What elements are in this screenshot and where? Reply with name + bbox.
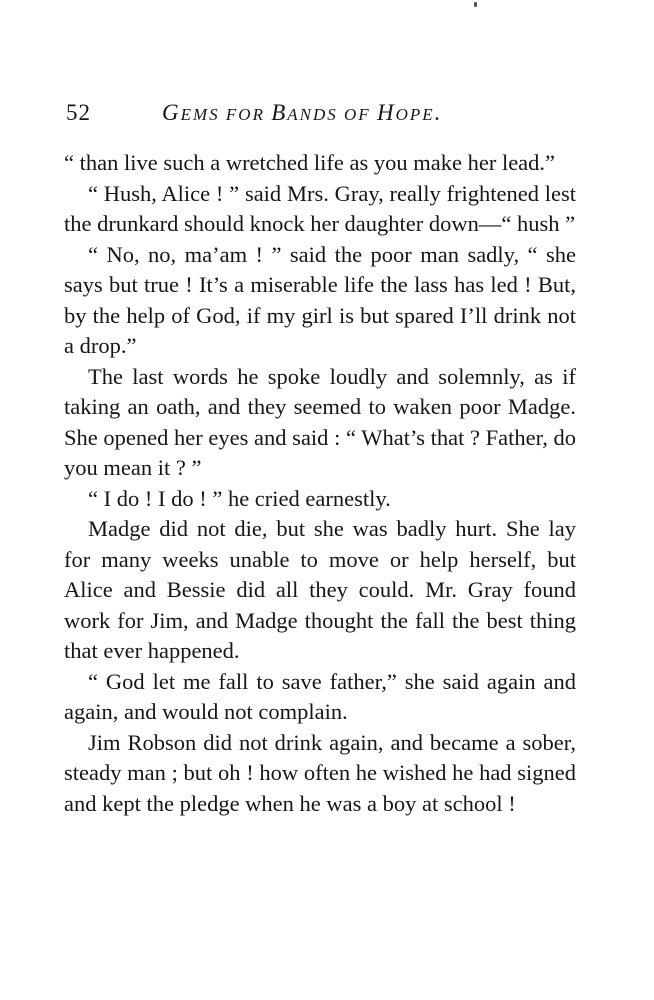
paragraph: “ God let me fall to save father,” she said again and again, and would not complain. xyxy=(64,668,576,724)
running-title-smallcaps: OPE xyxy=(395,105,435,124)
running-title-period: . xyxy=(434,100,443,125)
paragraph: Madge did not die, but she was badly hurt. She lay for many weeks unable to move or help herself, but Alice and Bessie did all they could. Mr. Gray found work for Jim, and Madge thought the fall the best thing that ever happened. xyxy=(64,516,576,663)
running-title-initial: H xyxy=(376,100,396,125)
print-speck xyxy=(474,2,477,7)
paragraph: The last words he spoke loudly and solemnly, as if taking an oath, and they seemed to waken poor Madge. She opened her eyes and said : “ What’s that ? Father, do you mean it ? ” xyxy=(64,363,576,480)
page-number: 52 xyxy=(66,100,91,125)
paragraph: Jim Robson did not drink again, and became a sober, steady man ; but oh ! how often he wished he had signed and kept the pledge when he was a boy at school ! xyxy=(64,729,576,816)
paragraph: “ Hush, Alice ! ” said Mrs. Gray, really frightened lest the drunkard should knock her daughter down—“ hush ” xyxy=(64,180,576,236)
paragraph: “ than live such a wretched life as you make her lead.” xyxy=(64,150,556,175)
body-text xyxy=(64,148,576,819)
running-title xyxy=(162,100,442,126)
running-title-initial: G xyxy=(162,100,181,125)
paragraph: “ I do ! I do ! ” he cried earnestly. xyxy=(88,485,391,511)
running-title-smallcaps: ANDS OF xyxy=(287,105,377,124)
page-header xyxy=(66,100,586,134)
running-title-initial: B xyxy=(271,100,288,125)
running-title-smallcaps: EMS FOR xyxy=(180,105,272,124)
paragraph: “ No, no, ma’am ! ” said the poor man sadly, “ she says but true ! It’s a miserable life the lass has led ! But, by the help of God, if my girl is but spared I’ll drink not a drop.” xyxy=(64,241,576,358)
